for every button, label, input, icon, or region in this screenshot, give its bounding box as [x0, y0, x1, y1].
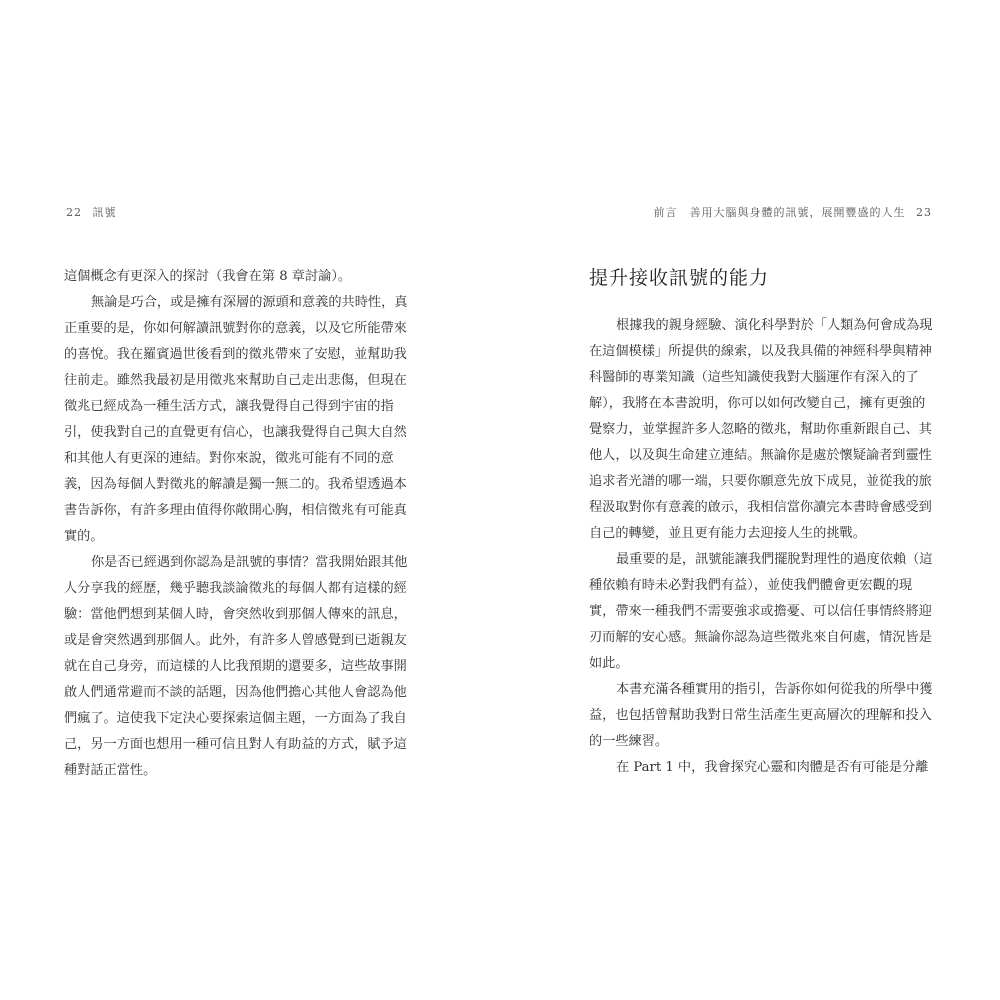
left-page-number: 22: [66, 206, 82, 219]
text-line: 的喜悅。我在羅賓過世後看到的徵兆帶來了安慰，並幫助我: [64, 347, 407, 362]
text-line: 正重要的是，你如何解讀訊號對你的意義，以及它所能帶來: [64, 321, 407, 336]
text-line: 徵兆已經成為一種生活方式，讓我覺得自己得到宇宙的指: [64, 399, 394, 414]
section-title: 提升接收訊號的能力: [589, 267, 770, 289]
text-line: 解），我將在本書說明，你可以如何改變自己，擁有更強的: [589, 396, 926, 411]
text-line: 實的。: [64, 529, 104, 544]
text-line: 和其他人有更深的連結。對你來說，徵兆可能有不同的意: [64, 451, 394, 466]
right-page-text: [589, 313, 937, 781]
text-line: 自己的轉變，並且更有能力去迎接人生的挑戰。: [589, 526, 866, 541]
text-line: 啟人們通常避而不談的話題，因為他們擔心其他人會認為他: [64, 685, 407, 700]
text-line: 無論是巧合，或是擁有深層的源頭和意義的共時性，真: [91, 295, 408, 310]
text-line: 驗：當他們想到某個人時，會突然收到那個人傳來的訊息，: [64, 607, 407, 622]
text-line: 義，因為每個人對徵兆的解讀是獨一無二的。我希望透過本: [64, 477, 407, 492]
text-line: 己，另一方面也想用一種可信且對人有助益的方式，賦予這: [64, 737, 407, 752]
text-line: 實，帶來一種我們不需要強求或擔憂、可以信任事情終將迎: [589, 604, 932, 619]
left-page-body: [64, 264, 412, 784]
text-line: 程汲取對你有意義的啟示，我相信當你讀完本書時會感受到: [589, 500, 932, 515]
text-line: 覺察力，並掌握許多人忽略的徵兆，幫助你重新跟自己、其: [589, 422, 932, 437]
text-line: 或是會突然遇到那個人。此外，有許多人曾感覺到已逝親友: [64, 633, 407, 648]
text-line: 在這個模樣」所提供的線索，以及我具備的神經科學與精神: [589, 344, 932, 359]
text-line: 的一些練習。: [589, 734, 669, 749]
right-page-body: [589, 264, 937, 781]
right-running-header: [654, 204, 939, 220]
text-line: 這個概念有更深入的探討（我會在第 8 章討論）。: [64, 269, 352, 284]
text-line: 追求者光譜的哪一端，只要你願意先放下成見，並從我的旅: [589, 474, 932, 489]
text-line: 在 Part 1 中，我會探究心靈和肉體是否有可能是分離: [616, 760, 929, 775]
left-running-title: 訊號: [92, 206, 117, 219]
text-line: 科醫師的專業知識（這些知識使我對大腦運作有深入的了: [589, 370, 919, 385]
text-line: 如此。: [589, 656, 629, 671]
right-running-title: 前言 善用大腦與身體的訊號，展開豐盛的人生: [653, 206, 906, 219]
text-line: 往前走。雖然我最初是用徵兆來幫助自己走出悲傷，但現在: [64, 373, 407, 388]
left-running-header: [60, 204, 117, 220]
text-line: 刃而解的安心感。無論你認為這些徵兆來自何處，情況皆是: [589, 630, 932, 645]
text-line: 種依賴有時未必對我們有益），並使我們體會更宏觀的現: [589, 578, 913, 593]
text-line: 你是否已經遇到你認為是訊號的事情？當我開始跟其他: [91, 555, 408, 570]
text-line: 根據我的親身經驗、演化科學對於「人類為何會成為現: [616, 318, 933, 333]
text-line: 益，也包括曾幫助我對日常生活產生更高層次的理解和投入: [589, 708, 932, 723]
text-line: 們瘋了。這使我下定決心要探索這個主題，一方面為了我自: [64, 711, 407, 726]
text-line: 他人，以及與生命建立連結。無論你是處於懷疑論者到靈性: [589, 448, 932, 463]
text-line: 最重要的是，訊號能讓我們擺脫對理性的過度依賴（這: [616, 552, 933, 567]
text-line: 就在自己身旁，而這樣的人比我預期的還要多，這些故事開: [64, 659, 407, 674]
text-line: 引，使我對自己的直覺更有信心，也讓我覺得自己與大自然: [64, 425, 407, 440]
text-line: 本書充滿各種實用的指引，告訴你如何從我的所學中獲: [616, 682, 933, 697]
right-page-number: 23: [916, 206, 932, 219]
text-line: 種對話正當性。: [64, 763, 157, 778]
text-line: 書告訴你，有許多理由值得你敞開心胸，相信徵兆有可能真: [64, 503, 407, 518]
text-line: 人分享我的經歷，幾乎聽我談論徵兆的每個人都有這樣的經: [64, 581, 407, 596]
